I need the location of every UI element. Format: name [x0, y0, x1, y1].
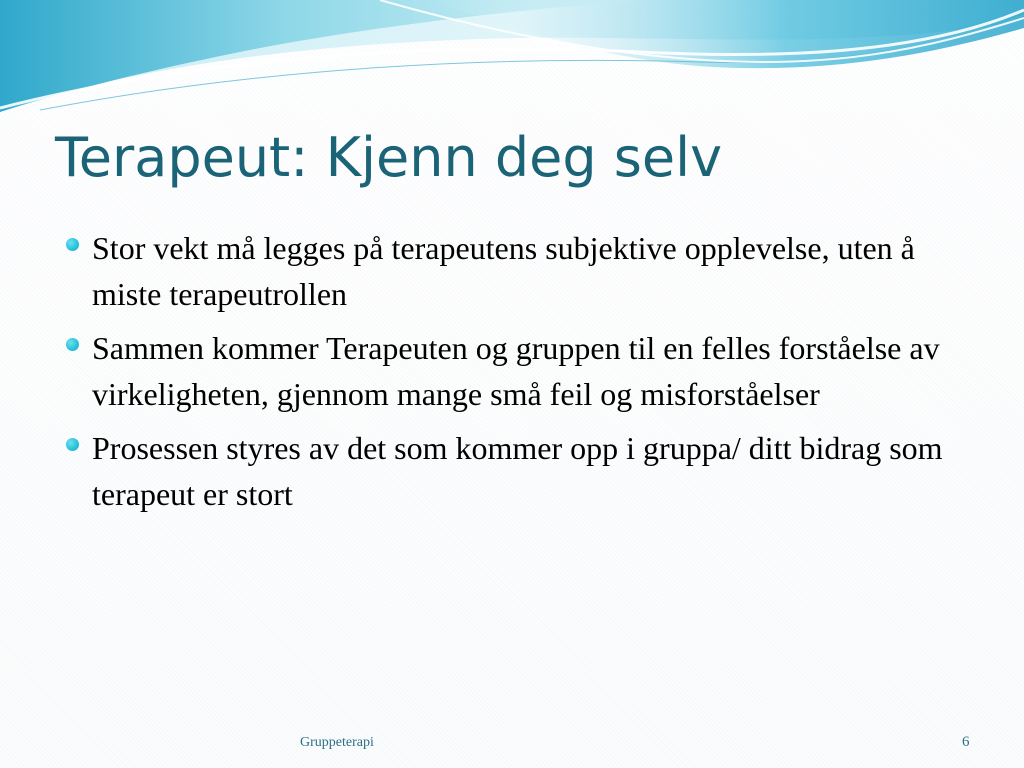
- bullet-icon: [66, 438, 79, 451]
- bullet-icon: [66, 238, 79, 251]
- bullet-text: Prosessen styres av det som kommer opp i gruppa/ ditt bidrag som terapeut er stort: [92, 430, 943, 512]
- bullet-item: [62, 225, 962, 317]
- bullet-text: Sammen kommer Terapeuten og gruppen til en felles forståelse av virkeligheten, gjennom mange små feil og misforståelser: [92, 330, 940, 412]
- bullet-item: [62, 425, 962, 517]
- slide-title: Terapeut: Kjenn deg selv: [55, 126, 723, 189]
- bullet-item: [62, 325, 962, 417]
- header-wave-decoration: [0, 0, 1024, 130]
- bullet-list: [62, 225, 962, 525]
- bullet-icon: [66, 338, 79, 351]
- page-number: 6: [962, 734, 970, 750]
- footer-label: Gruppeterapi: [300, 735, 374, 750]
- bullet-text: Stor vekt må legges på terapeutens subjektive opplevelse, uten å miste terapeutrollen: [92, 230, 915, 312]
